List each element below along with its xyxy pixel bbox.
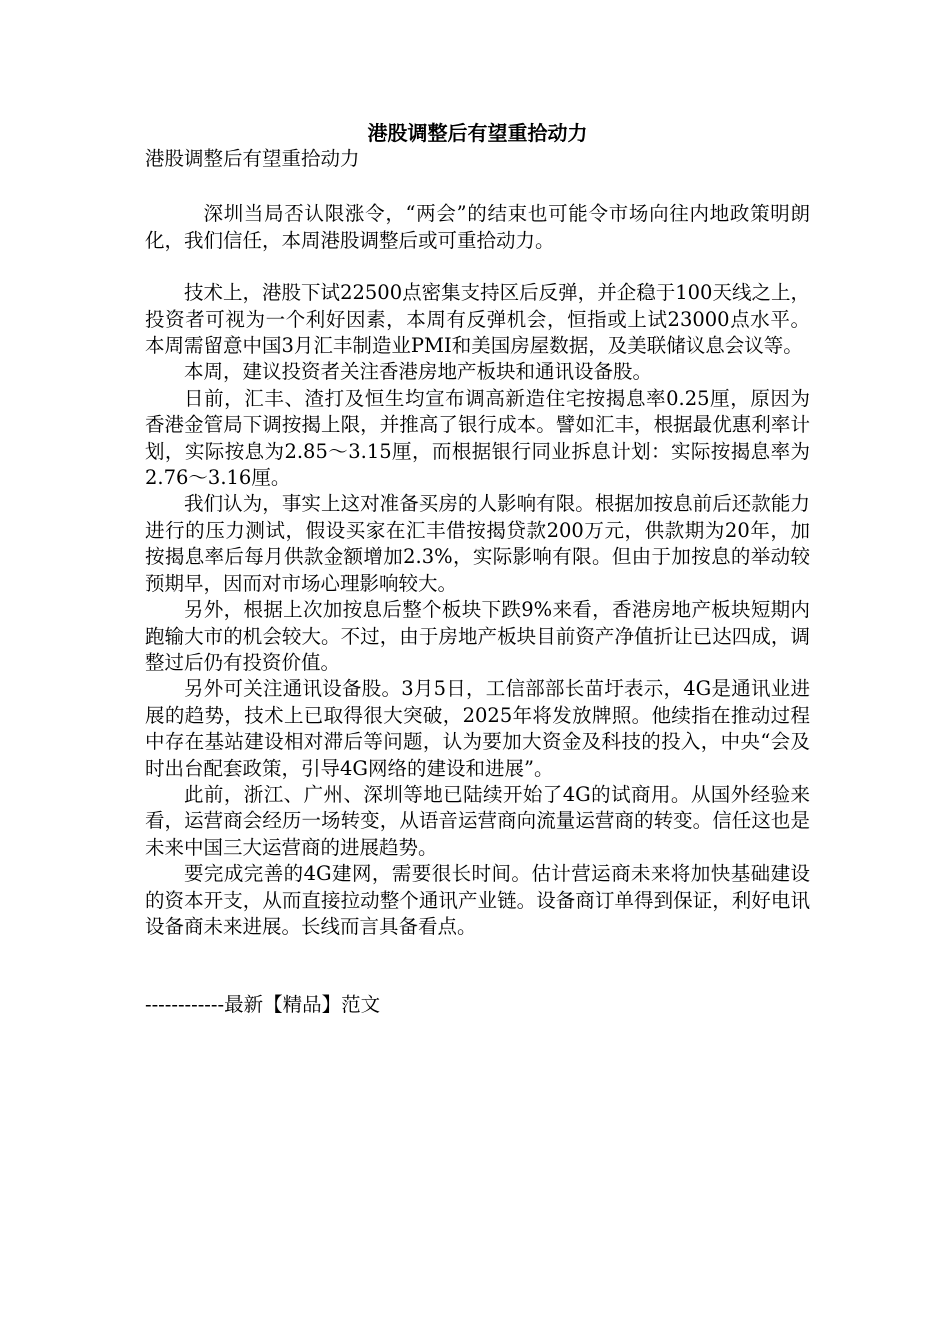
spacer bbox=[145, 940, 810, 992]
body-paragraph-telecom: 另外可关注通讯设备股。3月5日，工信部部长苗圩表示，4G是通讯业进展的趋势，技术上已取得很大突破，2025年将发放牌照。他续指在推动过程中存在基站建设相对滞后等问题，认为要加大资金及科技的投入，中央“会及时出台配套政策，引导4G网络的建设和进展”。 bbox=[145, 677, 810, 780]
document-title: 港股调整后有望重拾动力 bbox=[367, 121, 588, 145]
body-paragraph-4g-buildout: 要完成完善的4G建网，需要很长时间。估计营运商未来将加快基础建设的资本开支，从而直接拉动整个通讯产业链。设备商订单得到保证，利好电讯设备商未来进展。长线而言具备看点。 bbox=[145, 862, 810, 938]
intro-paragraph: 深圳当局否认限涨令，“两会”的结束也可能令市场向往内地政策明朗化，我们信任，本周港股调整后或可重拾动力。 bbox=[145, 202, 810, 252]
body-paragraph-property-sector: 另外，根据上次加按息后整个板块下跌9%来看，香港房地产板块短期内跑输大市的机会较大。不过，由于房地产板块目前资产净值折让已达四成，调整过后仍有投资价值。 bbox=[145, 598, 810, 674]
document-footer: ------------最新【精品】范文 bbox=[145, 993, 381, 1017]
body-paragraph-technical: 技术上，港股下试22500点密集支持区后反弹，并企稳于100天线之上，投资者可视为一个利好因素，本周有反弹机会，恒指或上试23000点水平。本周需留意中国3月汇丰制造业PMI和美国房屋数据，及美联储议息会议等。 bbox=[145, 281, 810, 358]
document-page bbox=[145, 120, 810, 1019]
spacer bbox=[145, 172, 810, 201]
body-paragraph-4g-trial: 此前，浙江、广州、深圳等地已陆续开始了4G的试商用。从国外经验来看，运营商会经历一场转变，从语音运营商向流量运营商的转变。信任这也是未来中国三大运营商的进展趋势。 bbox=[145, 782, 810, 859]
body-paragraph-stress-test: 我们认为，事实上这对准备买房的人影响有限。根据加按息前后还款能力进行的压力测试，假设买家在汇丰借按揭贷款200万元，供款期为20年，加按揭息率后每月供款金额增加2.3%，实际影响有限。但由于加按息的举动较预期早，因而对市场心理影响较大。 bbox=[145, 492, 810, 595]
document-subtitle: 港股调整后有望重拾动力 bbox=[145, 147, 360, 170]
body-paragraph-mortgage-rates: 日前，汇丰、渣打及恒生均宣布调高新造住宅按揭息率0.25厘，原因为香港金管局下调按揭上限，并推高了银行成本。譬如汇丰，根据最优惠利率计划，实际按息为2.85～3.15厘，而根据银行同业拆息计划：实际按揭息率为2.76～3.16厘。 bbox=[145, 386, 810, 490]
spacer bbox=[145, 254, 810, 280]
body-paragraph-recommendation: 本周，建议投资者关注香港房地产板块和通讯设备股。 bbox=[184, 360, 653, 384]
